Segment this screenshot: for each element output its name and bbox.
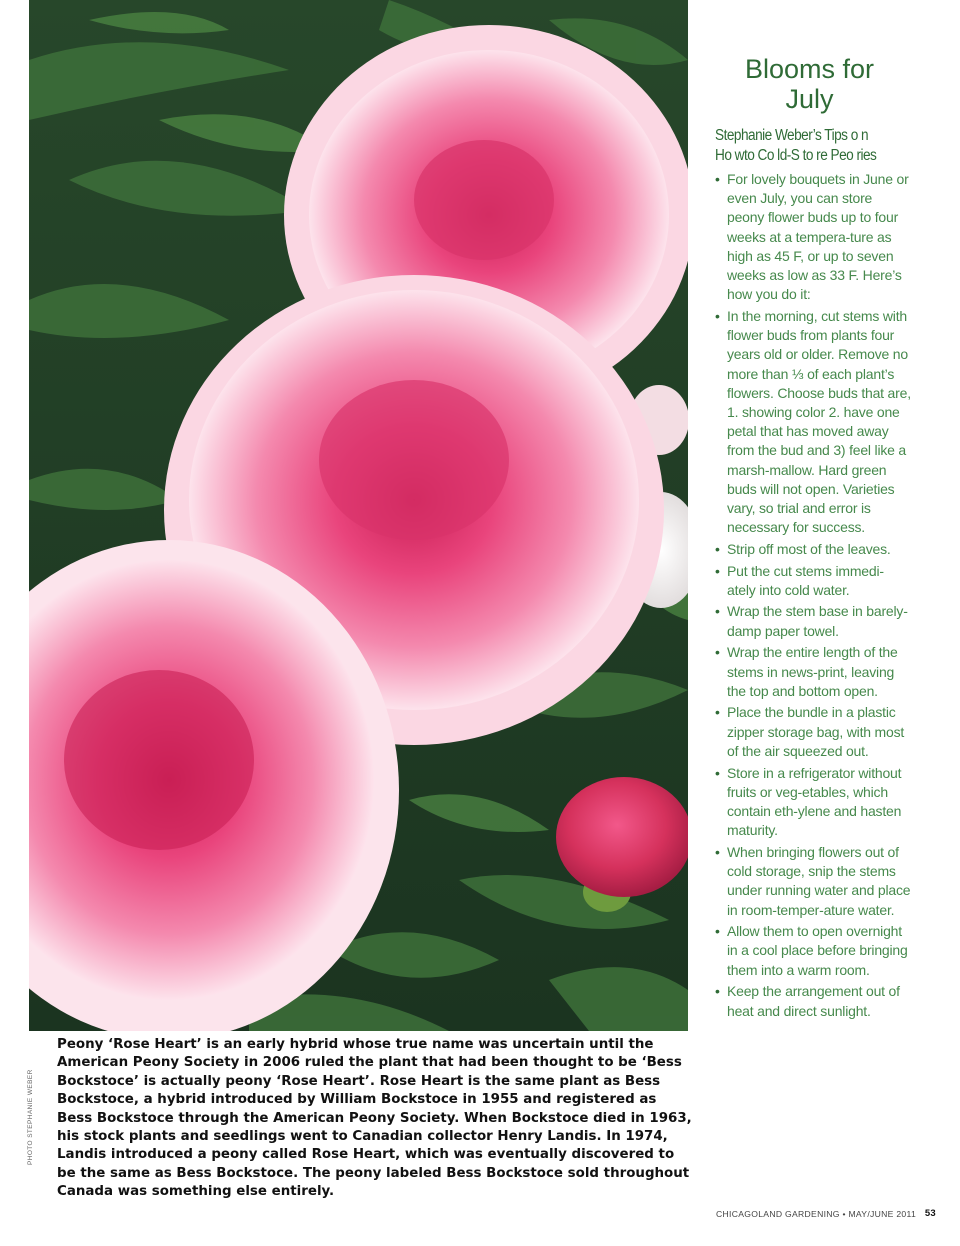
tip-item: • Keep the arrangement out of heat and direct sunlight. — [715, 982, 912, 1020]
tip-item: • When bringing flowers out of cold storage, snip the stems under running water and place in room-temper-ature water. — [715, 843, 912, 920]
sidebar-title-line1: Blooms for — [744, 54, 875, 84]
tip-item: • For lovely bouquets in June or even July, you can store peony flower buds up to four weeks at a tempera-ture as high as 45 F, or up to seven weeks as low as 33 F. Here’s how you do it: — [715, 170, 912, 304]
page-number: 53 — [924, 1208, 936, 1219]
publication-line: CHICAGOLAND GARDENING • MAY/JUNE 2011 — [716, 1209, 917, 1219]
page-footer — [716, 1209, 936, 1219]
tips-list — [707, 170, 912, 1021]
peony-photo — [29, 0, 688, 1031]
tip-item: • Wrap the stem base in barely-damp paper towel. — [715, 602, 912, 640]
photo-credit: PHOTO STEPHANIE WEBER — [27, 1069, 34, 1165]
tip-item: • Wrap the entire length of the stems in news-print, leaving the top and bottom open. — [715, 643, 912, 701]
peony-photo-illustration — [29, 0, 688, 1031]
tip-item: • Strip off most of the leaves. — [715, 540, 912, 559]
tip-item: • Put the cut stems immedi-ately into cold water. — [715, 562, 912, 600]
photo-caption: Peony ‘Rose Heart’ is an early hybrid whose true name was uncertain until the American Peony Society in 2006 ruled the plant that had been thought to be ‘Bess Bockstoce’ is actually peony ‘Rose Heart’. Rose Heart is the same plant as Bess Bockstoce, a hybrid introduced by William Bockstoce in 1955 and registered as Bess Bockstoce through the American Peony Society. When Bockstoce died in 1963, his stock plants and seedlings went to Canadian collector Henry Landis. In 1974, Landis introduced a peony called Rose Heart, which was eventually discovered to be the same as Bess Bockstoce. The peony labeled Bess Bockstoce sold throughout Canada was something else entirely. — [57, 1037, 692, 1200]
sidebar-subtitle-line2: Ho wto Co ld-S to re Peo ries — [715, 147, 877, 164]
tip-item: • Allow them to open overnight in a cool place before bringing them into a warm room. — [715, 922, 912, 980]
tip-item: • In the morning, cut stems with flower buds from plants four years old or older. Remove no more than ⅓ of each plant’s flowers. Choose buds that are, 1. showing color 2. have one petal that has moved away from the bud and 3) feel like a marsh-mallow. Hard green buds will not open. Varieties vary, so trial and error is necessary for success. — [715, 307, 912, 537]
tips-sidebar — [707, 54, 912, 1023]
sidebar-subtitle-line1: Stephanie Weber’s Tips o n — [715, 127, 869, 144]
tip-item: • Store in a refrigerator without fruits or veg-etables, which contain eth-ylene and hasten maturity. — [715, 764, 912, 841]
tip-item: • Place the bundle in a plastic zipper storage bag, with most of the air squeezed out. — [715, 703, 912, 761]
sidebar-subtitle — [715, 126, 913, 166]
sidebar-title — [707, 54, 912, 114]
sidebar-title-line2: July — [785, 84, 834, 114]
